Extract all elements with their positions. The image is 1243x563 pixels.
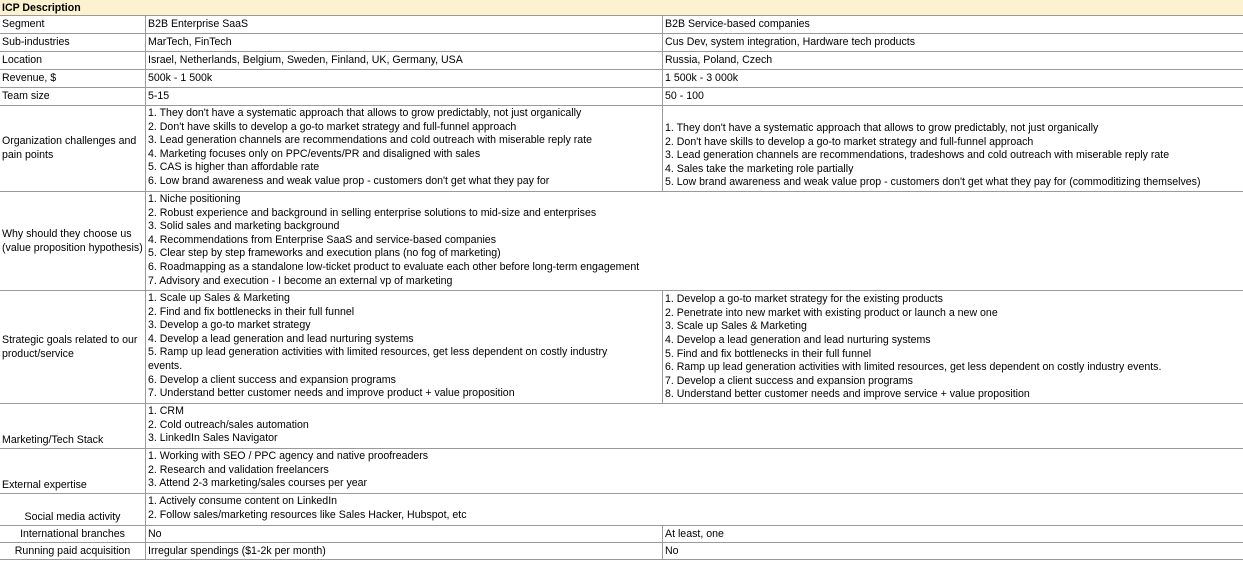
list-item: 6. Develop a client success and expansion programs: [148, 373, 396, 386]
list-item: 3. Develop a go-to market strategy: [148, 319, 311, 332]
list-item: 1. Niche positioning: [148, 193, 241, 205]
row-segment: [0, 16, 1243, 34]
label-stack[interactable]: Marketing/Tech Stack: [0, 404, 146, 448]
row-paid: [0, 543, 1243, 560]
list-item: 2. Follow sales/marketing resources like Sales Hacker, Hubspot, etc: [148, 508, 467, 521]
list-item: 1. Actively consume content on LinkedIn: [148, 495, 338, 507]
challenges-b[interactable]: [663, 106, 1243, 191]
list-item: 6. Roadmapping as a standalone low-ticket product to evaluate each other before long-term engagement: [148, 260, 640, 273]
row-subindustries: [0, 34, 1243, 52]
label-why[interactable]: Why should they choose us (value proposition hypothesis): [0, 192, 146, 290]
location-b[interactable]: Russia, Poland, Czech: [665, 54, 773, 67]
label-location[interactable]: Location: [0, 52, 146, 69]
list-item: 5. Low brand awareness and weak value prop - customers don't get what they pay for (commoditizing themselves): [665, 176, 1201, 189]
list-item: 1. CRM: [148, 405, 184, 417]
goals-a[interactable]: [146, 291, 663, 403]
list-item: 4. Develop a lead generation and lead nurturing systems: [665, 334, 931, 347]
label-segment[interactable]: Segment: [0, 16, 146, 33]
why-a[interactable]: [146, 192, 1243, 290]
revenue-a[interactable]: 500k - 1 500k: [146, 70, 663, 87]
branches-b[interactable]: At least, one: [665, 527, 724, 540]
revenue-b[interactable]: 1 500k - 3 000k: [665, 72, 739, 85]
expertise-a[interactable]: [146, 449, 1243, 493]
list-item: 5. Ramp up lead generation activities with limited resources, get less dependent on costly industry: [148, 346, 608, 359]
paid-b[interactable]: No: [665, 544, 679, 557]
label-revenue[interactable]: Revenue, $: [0, 70, 146, 87]
list-item: 4. Recommendations from Enterprise SaaS and service-based companies: [148, 233, 497, 246]
list-item: 3. Attend 2-3 marketing/sales courses per year: [148, 477, 368, 490]
row-team-size: [0, 88, 1243, 106]
branches-a[interactable]: No: [146, 526, 663, 542]
label-goals[interactable]: Strategic goals related to our product/service: [0, 291, 146, 403]
list-item: 5. Clear step by step frameworks and execution plans (no fog of marketing): [148, 247, 501, 260]
list-item: 8. Understand better customer needs and improve service + value proposition: [665, 388, 1030, 401]
list-item: 3. LinkedIn Sales Navigator: [148, 432, 278, 445]
row-why: [0, 192, 1243, 291]
label-expertise[interactable]: External expertise: [0, 449, 146, 493]
list-item: 6. Low brand awareness and weak value prop - customers don't get what they pay for: [148, 174, 550, 187]
list-item: 7. Understand better customer needs and improve product + value proposition: [148, 387, 515, 400]
goals-b[interactable]: [663, 291, 1243, 403]
list-item: 3. Scale up Sales & Marketing: [665, 320, 807, 333]
label-team-size[interactable]: Team size: [0, 88, 146, 105]
segment-a[interactable]: B2B Enterprise SaaS: [146, 16, 663, 33]
list-item: 2. Penetrate into new market with existing product or launch a new one: [665, 306, 998, 319]
list-item: 4. Marketing focuses only on PPC/events/PR and disaligned with sales: [148, 147, 481, 160]
row-social: [0, 494, 1243, 526]
stack-a[interactable]: [146, 404, 1243, 448]
label-paid[interactable]: Running paid acquisition: [0, 543, 146, 559]
paid-a[interactable]: Irregular spendings ($1-2k per month): [146, 543, 663, 559]
list-item: 7. Advisory and execution - I become an external vp of marketing: [148, 274, 453, 287]
list-item: 2. Cold outreach/sales automation: [148, 418, 309, 431]
list-item: 2. Find and fix bottlenecks in their full funnel: [148, 305, 355, 318]
row-stack: [0, 404, 1243, 449]
list-item: 1. Scale up Sales & Marketing: [148, 292, 290, 304]
row-goals: [0, 291, 1243, 404]
list-item: events.: [148, 359, 183, 372]
list-item: 4. Develop a lead generation and lead nurturing systems: [148, 332, 414, 345]
row-location: [0, 52, 1243, 70]
segment-b[interactable]: B2B Service-based companies: [665, 18, 810, 31]
label-subindustries[interactable]: Sub-industries: [0, 34, 146, 51]
list-item: 7. Develop a client success and expansion programs: [665, 374, 913, 387]
list-item: 2. Don't have skills to develop a go-to market strategy and full-funnel approach: [148, 120, 517, 133]
list-item: 3. Lead generation channels are recommendations, tradeshows and cold outreach with miserable reply rate: [665, 149, 1170, 162]
list-item: 2. Robust experience and background in selling enterprise solutions to mid-size and enterprises: [148, 206, 597, 219]
list-item: 2. Don't have skills to develop a go-to market strategy and full-funnel approach: [665, 135, 1034, 148]
list-item: 5. Find and fix bottlenecks in their full funnel: [665, 347, 872, 360]
challenges-a[interactable]: [146, 106, 663, 191]
list-item: 5. CAS is higher than affordable rate: [148, 161, 320, 174]
label-challenges[interactable]: Organization challenges and pain points: [0, 106, 146, 191]
subindustries-a[interactable]: MarTech, FinTech: [146, 34, 663, 51]
list-item: 1. Working with SEO / PPC agency and native proofreaders: [148, 450, 429, 462]
subindustries-b[interactable]: Cus Dev, system integration, Hardware tech products: [665, 36, 916, 49]
label-social[interactable]: Social media activity: [0, 494, 146, 525]
list-item: 1. They don't have a systematic approach that allows to grow predictably, not just organically: [665, 122, 1099, 135]
row-revenue: [0, 70, 1243, 88]
label-branches[interactable]: International branches: [0, 526, 146, 542]
list-item: 3. Solid sales and marketing background: [148, 220, 340, 233]
row-expertise: [0, 449, 1243, 494]
row-branches: [0, 526, 1243, 543]
team-a[interactable]: 5-15: [146, 88, 663, 105]
team-b[interactable]: 50 - 100: [665, 90, 704, 103]
location-a[interactable]: Israel, Netherlands, Belgium, Sweden, Finland, UK, Germany, USA: [146, 52, 663, 69]
list-item: 2. Research and validation freelancers: [148, 463, 329, 476]
row-challenges: [0, 106, 1243, 192]
list-item: 4. Sales take the marketing role partially: [665, 162, 854, 175]
list-item: 1. Develop a go-to market strategy for the existing products: [665, 293, 943, 306]
list-item: 1. They don't have a systematic approach that allows to grow predictably, not just organically: [148, 107, 582, 119]
list-item: 6. Ramp up lead generation activities with limited resources, get less dependent on costly industry events.: [665, 361, 1162, 374]
list-item: 3. Lead generation channels are recommendations and cold outreach with miserable reply rate: [148, 134, 593, 147]
social-a[interactable]: [146, 494, 1243, 525]
sheet-title: ICP Description: [0, 0, 1243, 16]
